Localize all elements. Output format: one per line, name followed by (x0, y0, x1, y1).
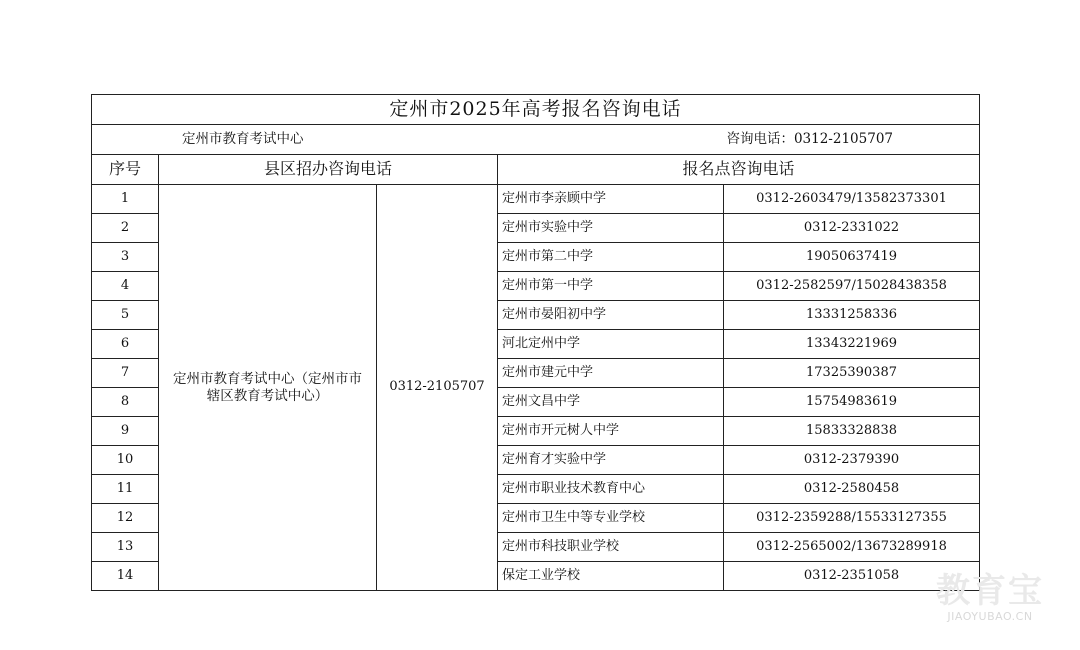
school-name: 定州文昌中学 (498, 388, 724, 417)
header-school: 报名点咨询电话 (498, 155, 980, 185)
school-name: 定州市卫生中等专业学校 (498, 504, 724, 533)
school-name: 定州市李亲顾中学 (498, 185, 724, 214)
county-office-phone: 0312-2105707 (377, 185, 498, 591)
school-phone: 13331258336 (724, 301, 980, 330)
subheader-phone: 咨询电话：0312-2105707 (726, 130, 893, 147)
row-index: 12 (92, 504, 159, 533)
school-phone: 13343221969 (724, 330, 980, 359)
watermark-main: 教育宝 (936, 571, 1044, 611)
row-index: 11 (92, 475, 159, 504)
watermark-sub: JIAOYUBAO.CN (947, 610, 1033, 623)
school-phone: 15833328838 (724, 417, 980, 446)
school-phone: 0312-2331022 (724, 214, 980, 243)
school-phone: 0312-2379390 (724, 446, 980, 475)
school-phone: 15754983619 (724, 388, 980, 417)
row-index: 2 (92, 214, 159, 243)
school-phone: 0312-2359288/15533127355 (724, 504, 980, 533)
school-phone: 19050637419 (724, 243, 980, 272)
school-name: 河北定州中学 (498, 330, 724, 359)
header-county: 县区招办咨询电话 (159, 155, 498, 185)
row-index: 1 (92, 185, 159, 214)
row-index: 4 (92, 272, 159, 301)
school-phone: 0312-2582597/15028438358 (724, 272, 980, 301)
school-phone: 0312-2565002/13673289918 (724, 533, 980, 562)
table-row (92, 185, 980, 214)
school-name: 定州育才实验中学 (498, 446, 724, 475)
row-index: 9 (92, 417, 159, 446)
row-index: 5 (92, 301, 159, 330)
row-index: 7 (92, 359, 159, 388)
school-phone: 0312-2603479/13582373301 (724, 185, 980, 214)
watermark-logo (920, 571, 1060, 623)
row-index: 3 (92, 243, 159, 272)
header-index: 序号 (92, 155, 159, 185)
row-index: 10 (92, 446, 159, 475)
school-phone: 0312-2580458 (724, 475, 980, 504)
school-name: 定州市第一中学 (498, 272, 724, 301)
school-name: 定州市科技职业学校 (498, 533, 724, 562)
row-index: 13 (92, 533, 159, 562)
subheader-row (92, 125, 980, 155)
row-index: 6 (92, 330, 159, 359)
school-name: 定州市第二中学 (498, 243, 724, 272)
school-name: 定州市建元中学 (498, 359, 724, 388)
school-name: 定州市晏阳初中学 (498, 301, 724, 330)
subheader-org: 定州市教育考试中心 (182, 130, 304, 147)
school-name: 定州市开元树人中学 (498, 417, 724, 446)
row-index: 14 (92, 562, 159, 591)
school-name: 保定工业学校 (498, 562, 724, 591)
school-name: 定州市职业技术教育中心 (498, 475, 724, 504)
school-phone: 17325390387 (724, 359, 980, 388)
county-office-name: 定州市教育考试中心（定州市市辖区教育考试中心） (159, 185, 377, 591)
table-title: 定州市2025年高考报名咨询电话 (92, 95, 980, 125)
row-index: 8 (92, 388, 159, 417)
school-phone: 0312-2351058 (724, 562, 980, 591)
school-name: 定州市实验中学 (498, 214, 724, 243)
consult-phone-table (91, 94, 980, 591)
